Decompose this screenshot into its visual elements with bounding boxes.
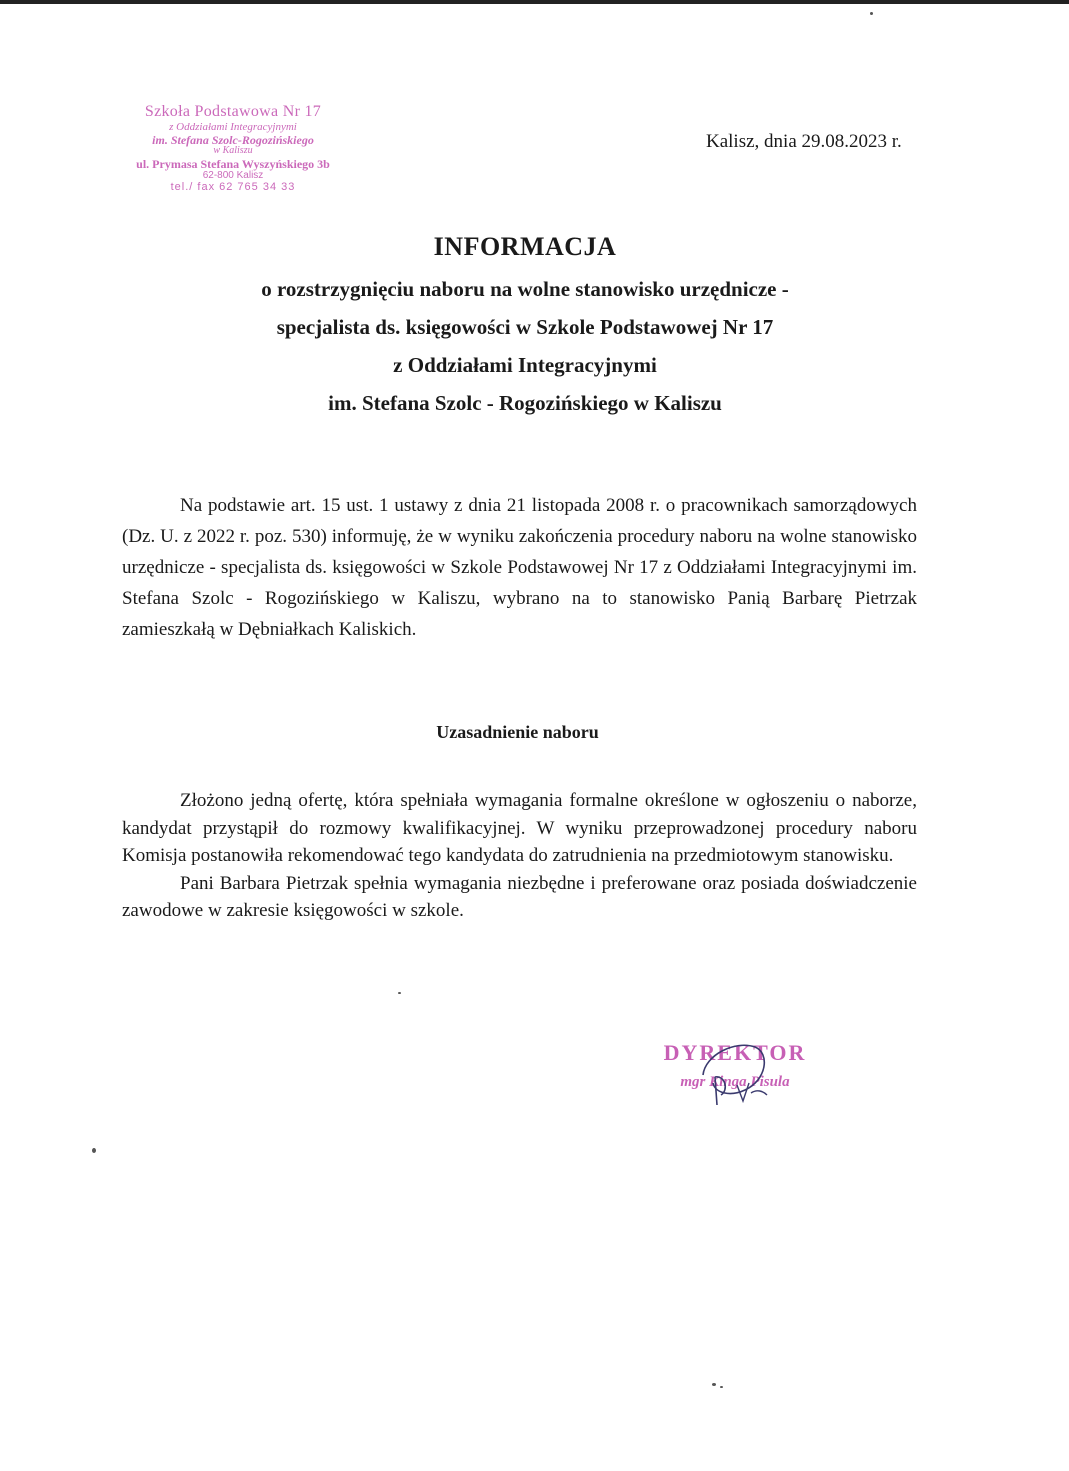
scan-speck [870, 12, 873, 15]
main-paragraph [122, 490, 917, 645]
scan-speck [712, 1383, 716, 1386]
paragraph-qualifications: Pani Barbara Pietrzak spełnia wymagania niezbędne i preferowane oraz posiada doświadczenie zawodowe w zakresie księgowości w szkole. [122, 872, 917, 921]
director-title: DYREKTOR [663, 1040, 807, 1065]
document-title-block [120, 232, 930, 422]
stamp-patron: im. Stefana Szolc-Rogozińskiego [152, 133, 314, 147]
scan-speck [398, 992, 401, 994]
title-line-4: im. Stefana Szolc - Rogozińskiego w Kaliszu [328, 391, 722, 415]
scan-speck [92, 1148, 96, 1153]
stamp-address: ul. Prymasa Stefana Wyszyńskiego 3b [136, 157, 330, 171]
reason-section [122, 787, 917, 925]
scan-speck [720, 1386, 723, 1388]
stamp-school-name: Szkoła Podstawowa Nr 17 [144, 103, 322, 120]
school-stamp [108, 104, 358, 193]
scan-top-edge [0, 0, 1069, 4]
title-line-2: specjalista ds. księgowości w Szkole Podstawowej Nr 17 [276, 315, 774, 339]
stamp-postal-code: 62-800 Kalisz [202, 170, 264, 181]
stamp-phone: tel./ fax 62 765 34 33 [170, 181, 296, 193]
stamp-city: w Kaliszu [213, 145, 253, 156]
paragraph-reason: Złożono jedną ofertę, która spełniała wymagania formalne określone w ogłoszeniu o naborze, kandydat przystąpił do rozmowy kwalifikacyjnej. W wyniku przeprowadzonej procedury naboru Komisja postanowiła rekomendować tego kandydata do zatrudnienia na przedmiotowym stanowisku. [122, 790, 917, 866]
director-name: mgr Kinga Pisula [680, 1074, 790, 1090]
document-title: INFORMACJA [433, 232, 617, 261]
paragraph-decision: Na podstawie art. 15 ust. 1 ustawy z dnia 21 listopada 2008 r. o pracownikach samorządowych (Dz. U. z 2022 r. poz. 530) informuję, że w wyniku zakończenia procedury naboru na wolne stanowisko urzędnicze - specjalista ds. księgowości w Szkole Podstawowej Nr 17 z Oddziałami Integracyjnymi im. Stefana Szolc - Rogozińskiego w Kaliszu, wybrano na to stanowisko Panią Barbarę Pietrzak zamieszkałą w Dębniałkach Kaliskich. [122, 495, 917, 640]
title-line-3: z Oddziałami Integracyjnymi [393, 353, 657, 377]
stamp-subtitle: z Oddziałami Integracyjnymi [169, 121, 297, 133]
handwritten-signature [685, 1035, 795, 1115]
document-date: Kalisz, dnia 29.08.2023 r. [706, 131, 902, 152]
reason-heading: Uzasadnienie naboru [436, 722, 599, 742]
title-line-1: o rozstrzygnięciu naboru na wolne stanowisko urzędnicze - [261, 277, 789, 301]
